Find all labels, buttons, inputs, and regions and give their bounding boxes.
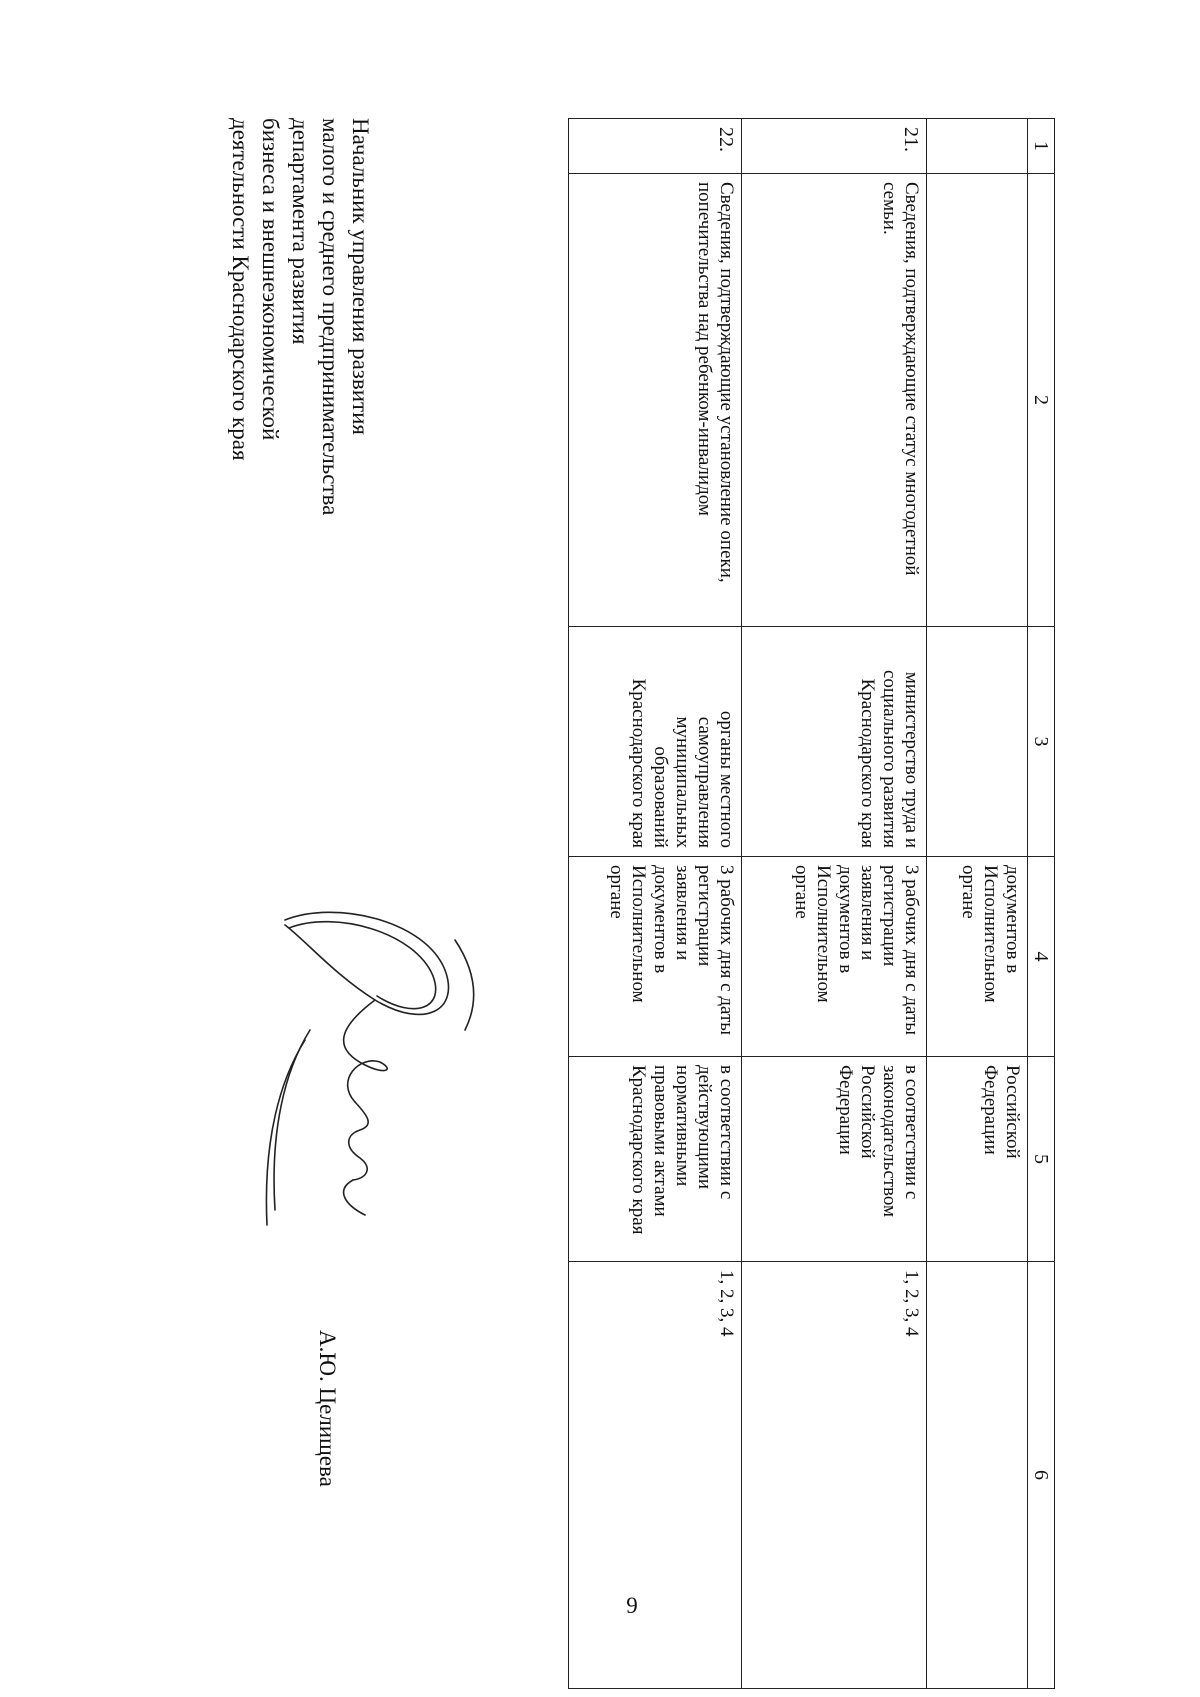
header-cell: 3 bbox=[1028, 627, 1055, 857]
info-name-cell: Сведения, подтверждающие статус многодетной семьи. bbox=[742, 174, 927, 627]
signatory-position bbox=[225, 118, 375, 1518]
provider-cell bbox=[927, 627, 1028, 857]
info-name-cell bbox=[927, 174, 1028, 627]
table-row bbox=[742, 119, 927, 1689]
header-cell: 1 bbox=[1028, 119, 1055, 174]
basis-cell: в соответствии с законодательством Российской Федерации bbox=[742, 1057, 927, 1262]
page-number: 9 bbox=[626, 1592, 638, 1618]
term-cell: 3 рабочих дня с даты регистрации заявления и документов в Исполнительном органе bbox=[569, 857, 742, 1057]
row-number: 22. bbox=[569, 119, 742, 174]
position-line: Начальник управления развития bbox=[348, 118, 373, 435]
term-cell: документов в Исполнительном органе bbox=[927, 857, 1028, 1057]
basis-cell: в соответствии с действующими нормативными правовыми актами Краснодарского края bbox=[569, 1057, 742, 1262]
position-line: малого и среднего предпринимательства bbox=[318, 118, 343, 516]
signer-name: А.Ю. Целищева bbox=[315, 1330, 340, 1487]
provider-cell: министерство труда и социального развития Краснодарского края bbox=[742, 627, 927, 857]
reference-cell bbox=[927, 1262, 1028, 1689]
header-cell: 2 bbox=[1028, 174, 1055, 627]
header-cell: 4 bbox=[1028, 857, 1055, 1057]
position-line: бизнеса и внешнеэкономической bbox=[258, 118, 283, 441]
table-row bbox=[927, 119, 1028, 1689]
position-line: департамента развития bbox=[288, 118, 313, 345]
handwritten-signature bbox=[225, 880, 485, 1240]
row-number bbox=[927, 119, 1028, 174]
header-cell: 6 bbox=[1028, 1262, 1055, 1689]
info-name-cell: Сведения, подтверждающие установление опеки, попечительства над ребенком-инвалидом bbox=[569, 174, 742, 627]
table-row bbox=[569, 119, 742, 1689]
row-number: 21. bbox=[742, 119, 927, 174]
document-table bbox=[568, 118, 1055, 1689]
term-cell: 3 рабочих дня с даты регистрации заявления и документов в Исполнительном органе bbox=[742, 857, 927, 1057]
position-line: деятельности Краснодарского края bbox=[228, 118, 253, 461]
table-header-row bbox=[1028, 119, 1055, 1689]
reference-cell: 1, 2, 3, 4 bbox=[569, 1262, 742, 1689]
basis-cell: Российской Федерации bbox=[927, 1057, 1028, 1262]
reference-cell: 1, 2, 3, 4 bbox=[742, 1262, 927, 1689]
provider-cell: органы местного самоуправления муниципальных образований Краснодарского края bbox=[569, 627, 742, 857]
header-cell: 5 bbox=[1028, 1057, 1055, 1262]
